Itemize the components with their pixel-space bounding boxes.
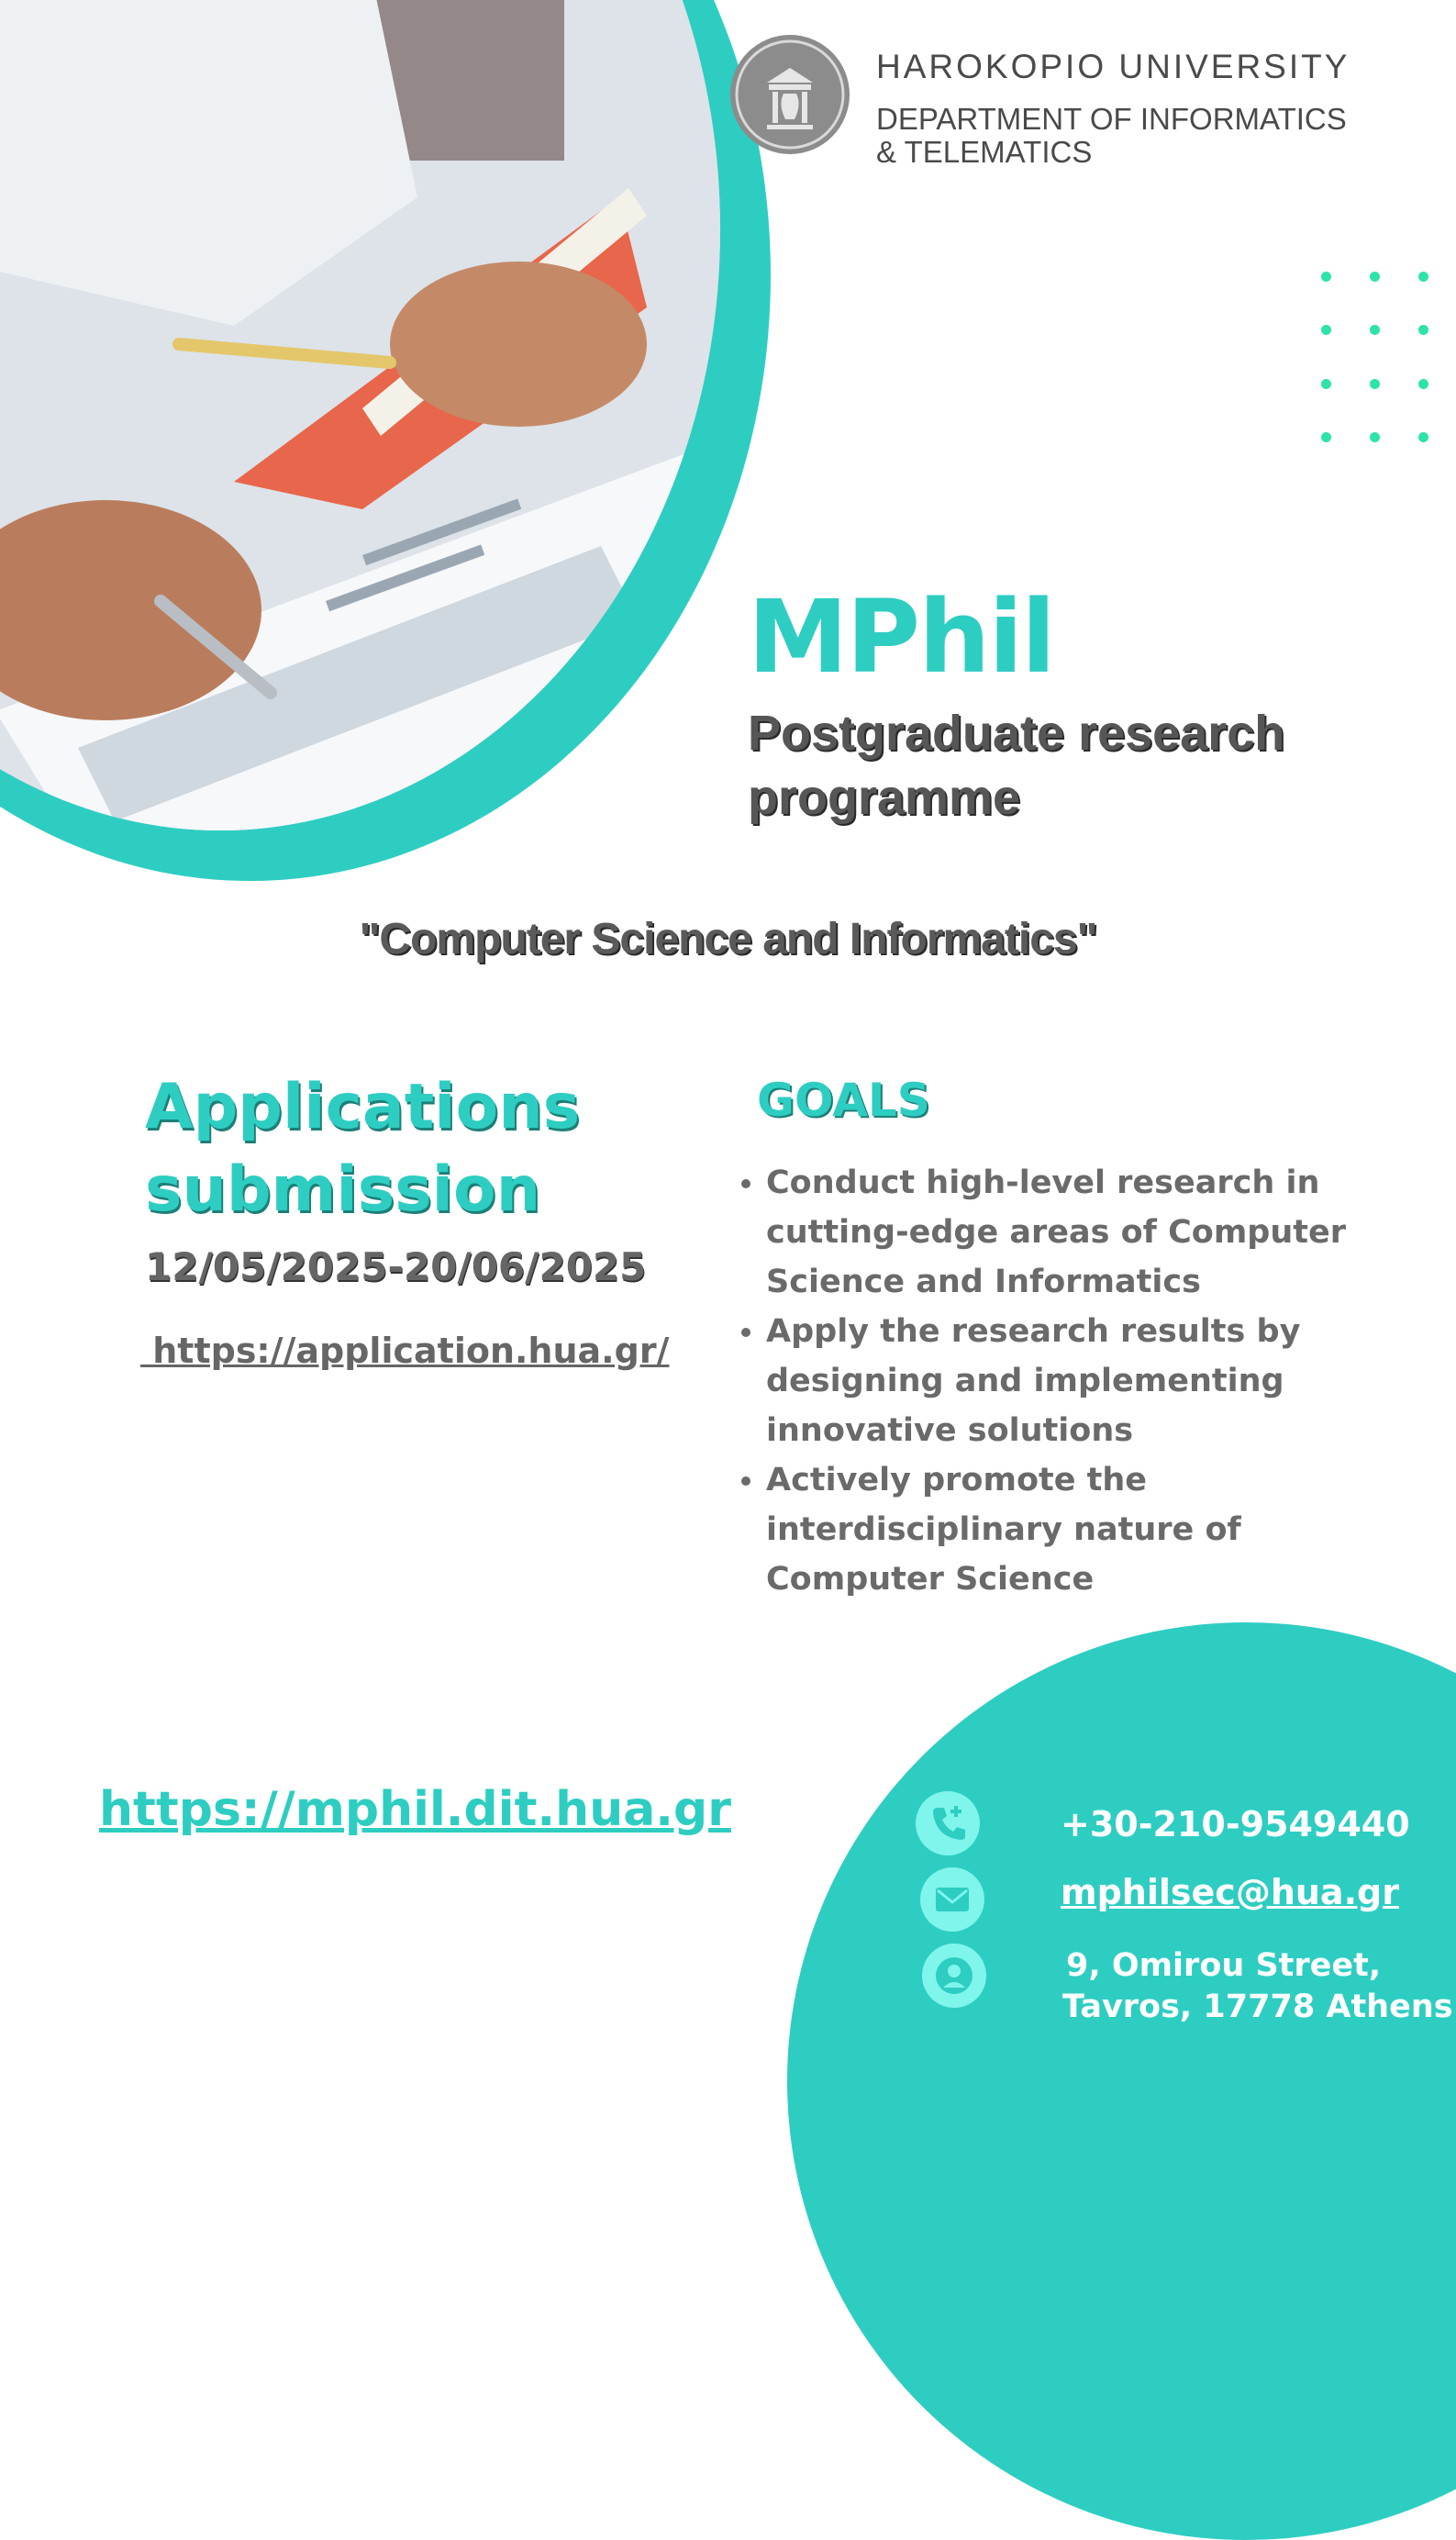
goals-heading: GOALS (757, 1074, 930, 1127)
goal-item: • Conduct high-level research in cutting-edge areas of Computer Science and Informatics (766, 1158, 1408, 1307)
contact-phone[interactable]: +30-210-9549440 (1061, 1804, 1410, 1844)
contact-circle (787, 1622, 1456, 2540)
subtitle-line1: Postgraduate research (748, 706, 1285, 761)
applications-heading (145, 1066, 580, 1231)
hero-photo-illustration (0, 0, 720, 830)
university-name: HAROKOPIO UNIVERSITY (876, 48, 1350, 85)
applications-dates: 12/05/2025-20/06/2025 (145, 1244, 647, 1289)
phone-icon (916, 1791, 980, 1855)
department-name-line1: DEPARTMENT OF INFORMATICS (876, 102, 1347, 136)
department-name-line2: & TELEMATICS (876, 135, 1093, 169)
applications-heading-line1: Applications (145, 1071, 581, 1143)
subtitle-line2: programme (748, 770, 1021, 825)
hero-photo (0, 0, 720, 830)
contact-address-line2: Tavros, 17778 Athens (1062, 1989, 1453, 2025)
mail-icon (920, 1867, 984, 1932)
goals-list (729, 1158, 1408, 1604)
application-portal-link[interactable]: https://application.hua.gr/ (140, 1331, 670, 1371)
goal-item: • Actively promote the interdisciplinary nature of Computer Science (766, 1455, 1408, 1604)
location-icon (922, 1944, 986, 2008)
programme-name: "Computer Science and Informatics" (359, 915, 1097, 964)
applications-heading-line2: submission (145, 1153, 541, 1226)
goal-item: • Apply the research results by designing and implementing innovative solutions (766, 1307, 1408, 1455)
page-title: MPhil (748, 578, 1054, 696)
contact-email[interactable]: mphilsec@hua.gr (1061, 1872, 1399, 1912)
website-link[interactable]: https://mphil.dit.hua.gr (99, 1782, 731, 1837)
contact-address-line1: 9, Omirou Street, (1066, 1947, 1382, 1984)
university-seal-logo (730, 35, 850, 154)
decorative-dot-grid (1321, 272, 1431, 446)
